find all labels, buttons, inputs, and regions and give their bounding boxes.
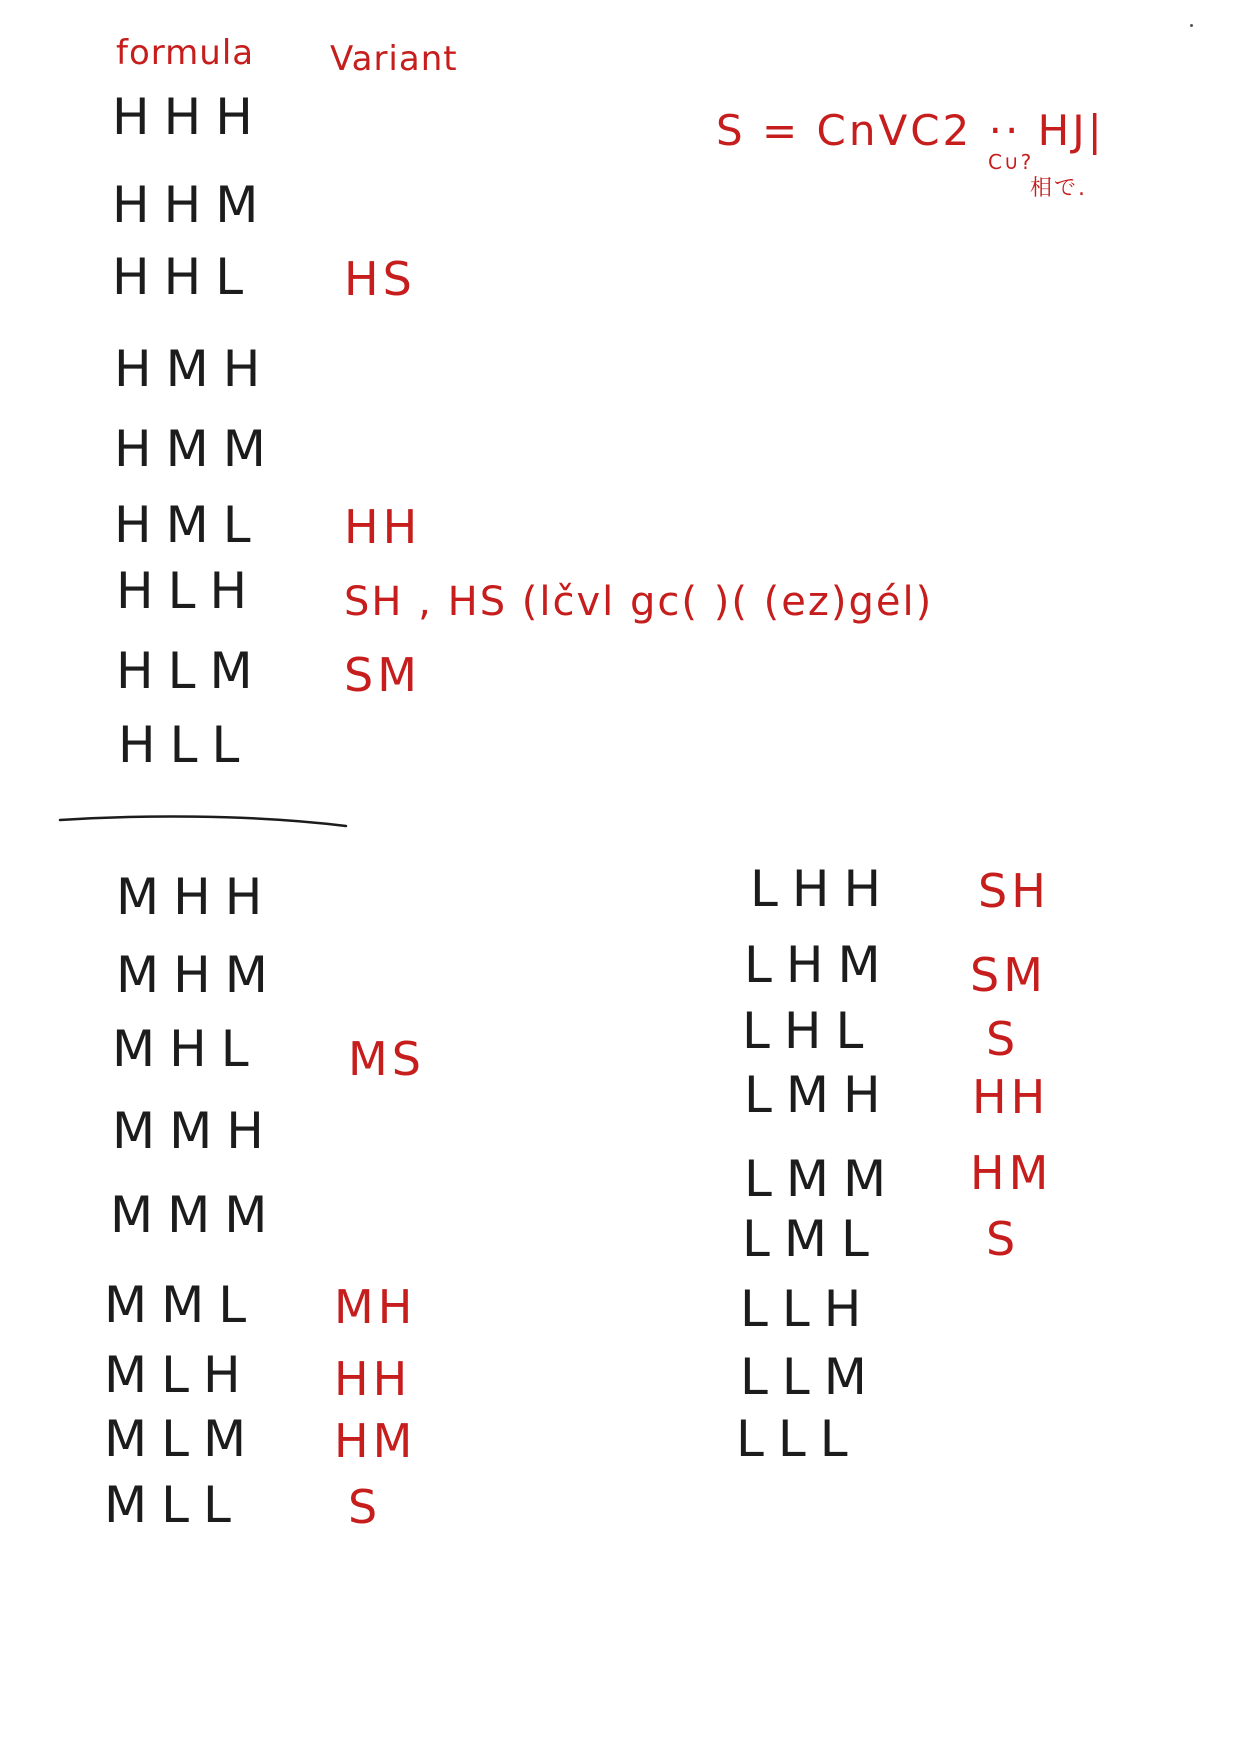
formula-row: HHH [112,88,267,146]
formula-row: LHM [744,936,895,994]
variant-label: S [986,1012,1020,1066]
formula-row: MHL [112,1020,263,1078]
formula-row: MHM [116,946,282,1004]
formula-row: HHL [112,248,258,306]
note-subscript: C∪? [988,150,1034,174]
variant-label: HS [344,252,416,306]
formula-row: HMM [114,420,280,478]
variant-label: MS [348,1032,425,1086]
variant-label: S [986,1212,1020,1266]
variant-label: HM [970,1146,1053,1200]
variant-label: HH [344,500,422,554]
formula-row: LMH [744,1066,895,1124]
variant-label: S [348,1480,382,1534]
formula-row: LHH [750,860,896,918]
formula-row: MLH [104,1346,255,1404]
note-small-text: 相で. [1030,176,1087,201]
header-variant: Variant [330,39,458,79]
formula-row: LMM [744,1150,901,1208]
variant-label: MH [334,1280,417,1334]
formula-row: HLM [116,642,267,700]
formula-row: MLM [104,1410,261,1468]
section-divider [58,812,348,832]
formula-row: LHL [742,1002,878,1060]
variant-label: HH [972,1070,1050,1124]
formula-row: LLM [740,1348,881,1406]
variant-label: SH [978,864,1050,918]
variant-label: SM [344,648,421,702]
formula-row: MMM [110,1186,282,1244]
header-formula: formula [116,33,255,73]
formula-row: LLL [736,1410,862,1468]
formula-row: LML [742,1210,883,1268]
formula-row: HHM [112,176,273,234]
variant-label: SM [970,948,1047,1002]
formula-row: MMH [112,1102,278,1160]
formula-row: MLL [104,1476,245,1534]
formula-row: HLL [118,716,254,774]
formula-row: MML [104,1276,261,1334]
syllable-formula-note: S = CnVC2 ·· HJ| [716,106,1105,155]
formula-row: HLH [116,562,262,620]
formula-row: LLH [740,1280,876,1338]
variant-label: HM [334,1414,417,1468]
formula-row: HML [114,496,265,554]
formula-row: HMH [114,340,275,398]
ink-dot [1190,24,1193,27]
variant-label: HH [334,1352,412,1406]
formula-row: MHH [116,868,277,926]
variant-label: SH , HS (lčvl gc( )( (ez)gél) [344,579,934,625]
